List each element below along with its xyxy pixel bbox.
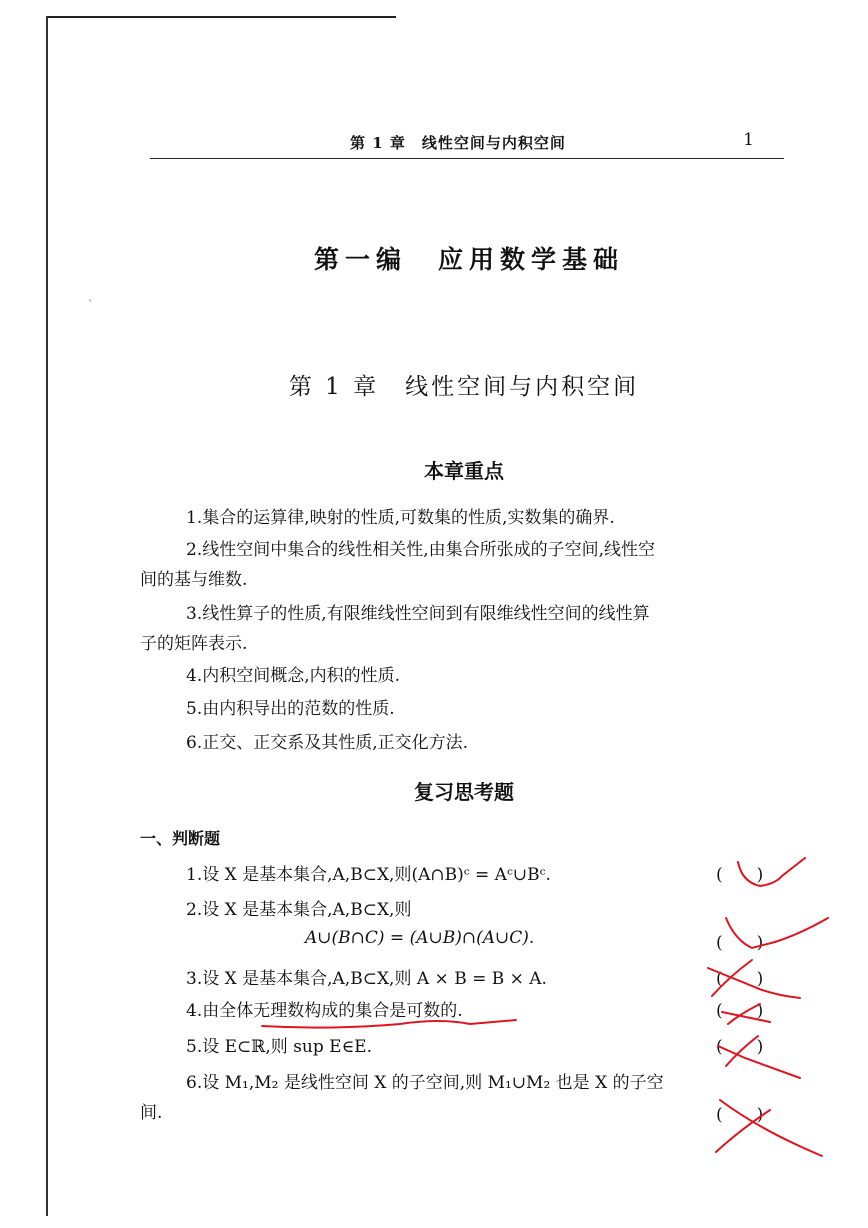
answer-paren-1: ( ) [716,865,764,885]
page-number: 1 [743,130,754,150]
review-heading: 复习思考题 [414,780,514,804]
key-point-6: 6.正交、正交系及其性质,正交化方法. [186,733,469,753]
top-scan-rule [46,16,396,18]
question-3: 3.设 X 是基本集合,A,B⊂X,则 A × B = B × A. [186,969,547,989]
key-point-4: 4.内积空间概念,内积的性质. [186,666,401,686]
key-point-2: 2.线性空间中集合的线性相关性,由集合所张成的子空间,线性空 [186,540,656,560]
running-head-title: 第 1 章 线性空间与内积空间 [350,134,566,152]
left-scan-rule [46,16,48,1216]
question-1: 1.设 X 是基本集合,A,B⊂X,则(A∩B)ᶜ = Aᶜ∪Bᶜ. [186,865,551,885]
question-6: 6.设 M₁,M₂ 是线性空间 X 的子空间,则 M₁∪M₂ 也是 X 的子空 [186,1073,664,1093]
question-2-formula: A∪(B∩C) = (A∪B)∩(A∪C). [305,928,535,948]
key-point-3-cont: 子的矩阵表示. [140,634,248,654]
key-points-heading: 本章重点 [424,459,504,483]
part-title: 第一编 应用数学基础 [313,245,624,274]
scan-speck: ` [88,300,93,311]
answer-paren-3: ( ) [716,969,764,989]
key-point-5: 5.由内积导出的范数的性质. [186,699,395,719]
answer-paren-6: ( ) [716,1105,764,1125]
key-point-1: 1.集合的运算律,映射的性质,可数集的性质,实数集的确界. [186,508,615,528]
question-2: 2.设 X 是基本集合,A,B⊂X,则 [186,900,412,920]
true-false-subheading: 一、判断题 [140,829,221,848]
answer-paren-4: ( ) [716,1001,764,1021]
key-point-2-cont: 间的基与维数. [140,570,248,590]
running-head [150,128,784,159]
answer-paren-2: ( ) [716,933,764,953]
chapter-title: 第 1 章 线性空间与内积空间 [288,374,640,400]
answer-paren-5: ( ) [716,1037,764,1057]
key-point-3: 3.线性算子的性质,有限维线性空间到有限维线性空间的线性算 [186,604,650,624]
question-4: 4.由全体无理数构成的集合是可数的. [186,1001,463,1021]
question-5: 5.设 E⊂ℝ,则 sup E∈E. [186,1037,372,1057]
question-6-cont: 间. [140,1103,163,1123]
